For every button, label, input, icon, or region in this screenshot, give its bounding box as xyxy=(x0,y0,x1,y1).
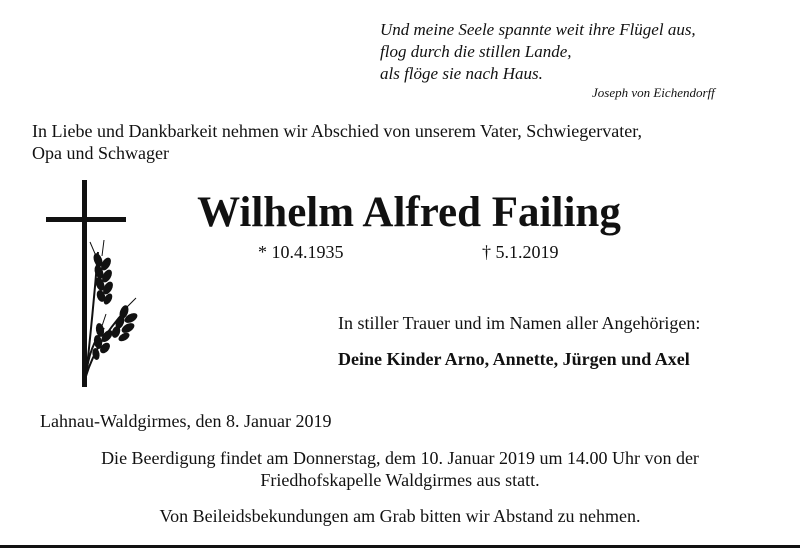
poem-line-1: Und meine Seele spannte weit ihre Flügel aus, xyxy=(380,20,696,39)
intro-text xyxy=(32,120,772,164)
intro-line-2: Opa und Schwager xyxy=(32,143,169,163)
poem-author: Joseph von Eichendorff xyxy=(592,85,715,100)
funeral-line-1: Die Beerdigung findet am Donnerstag, dem 10. Januar 2019 um 14.00 Uhr von der xyxy=(101,448,699,468)
funeral-line-2: Friedhofskapelle Waldgirmes aus statt. xyxy=(260,470,540,490)
place-and-date: Lahnau-Waldgirmes, den 8. Januar 2019 xyxy=(40,411,332,431)
condolence-note: Von Beileidsbekundungen am Grab bitten wir Abstand zu nehmen. xyxy=(159,506,641,526)
intro-line-1: In Liebe und Dankbarkeit nehmen wir Abschied von unserem Vater, Schwiegervater, xyxy=(32,121,643,141)
poem-line-3: als flöge sie nach Haus. xyxy=(380,64,543,83)
funeral-info xyxy=(0,447,800,491)
birth-date: * 10.4.1935 xyxy=(258,242,344,262)
mourning-intro: In stiller Trauer und im Namen aller Angehörigen: xyxy=(338,313,701,333)
death-date: † 5.1.2019 xyxy=(482,242,559,262)
family-signature: Deine Kinder Arno, Annette, Jürgen und Axel xyxy=(338,349,690,369)
poem-quote xyxy=(380,19,780,85)
deceased-name: Wilhelm Alfred Failing xyxy=(197,189,621,236)
poem-line-2: flog durch die stillen Lande, xyxy=(380,42,572,61)
